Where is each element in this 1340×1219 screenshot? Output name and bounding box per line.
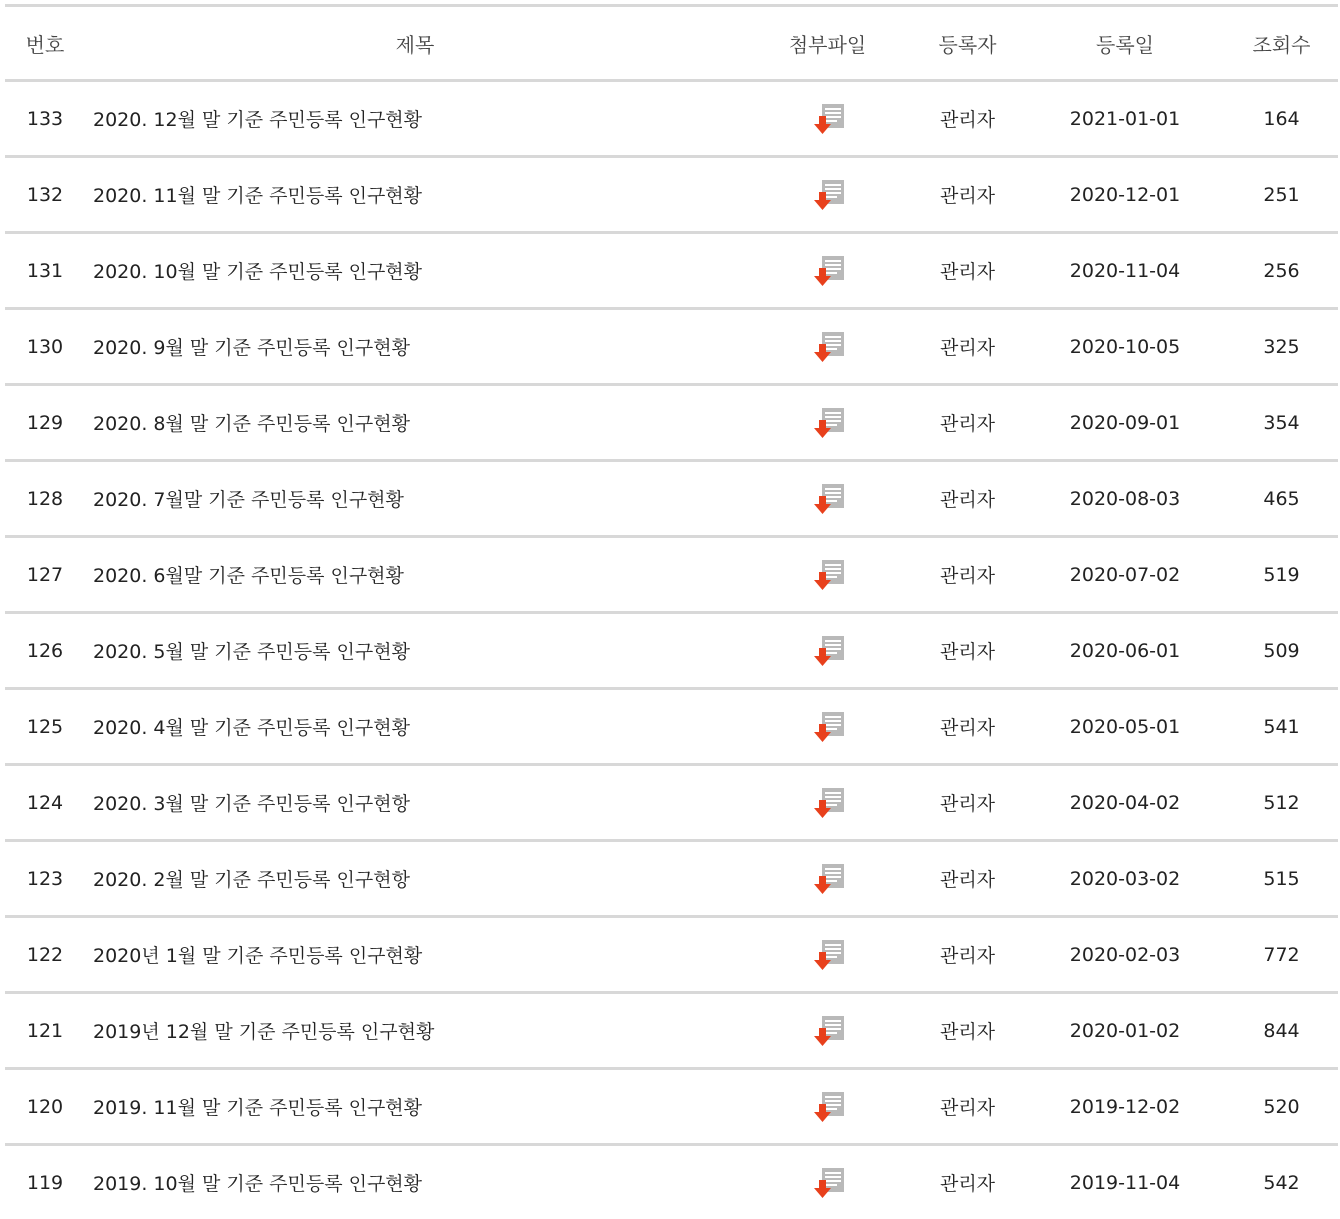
file-download-icon[interactable]: [812, 102, 848, 136]
post-subject-cell: [85, 537, 745, 613]
post-subject-cell: [85, 81, 745, 157]
file-download-icon[interactable]: [812, 406, 848, 440]
post-date: 2020-11-04: [1025, 233, 1225, 309]
post-writer: 관리자: [910, 1069, 1025, 1145]
attachment-cell: [745, 689, 910, 765]
table-row: [5, 309, 1338, 385]
post-date: 2019-12-02: [1025, 1069, 1225, 1145]
file-download-icon[interactable]: [812, 1014, 848, 1048]
file-download-icon[interactable]: [812, 482, 848, 516]
post-number: 126: [5, 613, 85, 689]
attachment-cell: [745, 81, 910, 157]
table-row: [5, 537, 1338, 613]
table-row: [5, 841, 1338, 917]
post-hits: 520: [1225, 1069, 1338, 1145]
post-hits: 519: [1225, 537, 1338, 613]
table-row: [5, 1069, 1338, 1145]
post-hits: 354: [1225, 385, 1338, 461]
post-hits: 844: [1225, 993, 1338, 1069]
post-writer: 관리자: [910, 689, 1025, 765]
post-number: 133: [5, 81, 85, 157]
post-subject-cell: [85, 461, 745, 537]
header-no: 번호: [5, 7, 85, 81]
post-hits: 542: [1225, 1145, 1338, 1219]
post-number: 132: [5, 157, 85, 233]
post-number: 127: [5, 537, 85, 613]
post-writer: 관리자: [910, 613, 1025, 689]
header-hits: 조회수: [1225, 7, 1338, 81]
post-hits: 509: [1225, 613, 1338, 689]
post-writer: 관리자: [910, 765, 1025, 841]
post-writer: 관리자: [910, 1145, 1025, 1219]
table-row: [5, 917, 1338, 993]
post-hits: 772: [1225, 917, 1338, 993]
post-hits: 465: [1225, 461, 1338, 537]
header-subject: 제목: [85, 7, 745, 81]
post-number: 120: [5, 1069, 85, 1145]
post-writer: 관리자: [910, 309, 1025, 385]
post-date: 2020-07-02: [1025, 537, 1225, 613]
post-date: 2020-08-03: [1025, 461, 1225, 537]
post-date: 2019-11-04: [1025, 1145, 1225, 1219]
post-title-link[interactable]: 2020. 11월 말 기준 주민등록 인구현황: [93, 185, 422, 207]
header-attachment: 첨부파일: [745, 7, 910, 81]
post-subject-cell: [85, 841, 745, 917]
attachment-cell: [745, 157, 910, 233]
attachment-cell: [745, 765, 910, 841]
file-download-icon[interactable]: [812, 938, 848, 972]
post-hits: 256: [1225, 233, 1338, 309]
file-download-icon[interactable]: [812, 1090, 848, 1124]
file-download-icon[interactable]: [812, 330, 848, 364]
file-download-icon[interactable]: [812, 1166, 848, 1200]
table-row: [5, 1145, 1338, 1219]
post-title-link[interactable]: 2020. 6월말 기준 주민등록 인구현황: [93, 565, 404, 587]
attachment-cell: [745, 1145, 910, 1219]
post-date: 2020-12-01: [1025, 157, 1225, 233]
table-row: [5, 613, 1338, 689]
post-title-link[interactable]: 2020. 2월 말 기준 주민등록 인구현항: [93, 869, 410, 891]
post-subject-cell: [85, 993, 745, 1069]
post-subject-cell: [85, 1145, 745, 1219]
file-download-icon[interactable]: [812, 710, 848, 744]
attachment-cell: [745, 537, 910, 613]
post-title-link[interactable]: 2020. 12월 말 기준 주민등록 인구현황: [93, 109, 422, 131]
post-number: 129: [5, 385, 85, 461]
post-title-link[interactable]: 2019년 12월 말 기준 주민등록 인구현황: [93, 1021, 434, 1043]
post-subject-cell: [85, 765, 745, 841]
file-download-icon[interactable]: [812, 862, 848, 896]
post-title-link[interactable]: 2020. 8월 말 기준 주민등록 인구현황: [93, 413, 410, 435]
table-row: [5, 81, 1338, 157]
attachment-cell: [745, 993, 910, 1069]
post-subject-cell: [85, 613, 745, 689]
post-number: 121: [5, 993, 85, 1069]
post-number: 119: [5, 1145, 85, 1219]
table-header: [5, 7, 1338, 81]
post-number: 122: [5, 917, 85, 993]
post-subject-cell: [85, 917, 745, 993]
post-title-link[interactable]: 2020. 4월 말 기준 주민등록 인구현황: [93, 717, 410, 739]
post-list-board: [5, 4, 1338, 1219]
post-date: 2020-09-01: [1025, 385, 1225, 461]
post-date: 2020-01-02: [1025, 993, 1225, 1069]
post-date: 2020-05-01: [1025, 689, 1225, 765]
post-writer: 관리자: [910, 461, 1025, 537]
post-number: 128: [5, 461, 85, 537]
file-download-icon[interactable]: [812, 558, 848, 592]
table-row: [5, 689, 1338, 765]
post-writer: 관리자: [910, 81, 1025, 157]
post-number: 123: [5, 841, 85, 917]
table-body: [5, 81, 1338, 1219]
post-subject-cell: [85, 689, 745, 765]
header-writer: 등록자: [910, 7, 1025, 81]
attachment-cell: [745, 613, 910, 689]
file-download-icon[interactable]: [812, 786, 848, 820]
post-hits: 325: [1225, 309, 1338, 385]
post-writer: 관리자: [910, 233, 1025, 309]
post-number: 130: [5, 309, 85, 385]
post-hits: 515: [1225, 841, 1338, 917]
table-row: [5, 157, 1338, 233]
post-title-link[interactable]: 2020. 10월 말 기준 주민등록 인구현황: [93, 261, 422, 283]
post-title-link[interactable]: 2020년 1월 말 기준 주민등록 인구현황: [93, 945, 422, 967]
table-row: [5, 385, 1338, 461]
post-date: 2021-01-01: [1025, 81, 1225, 157]
post-date: 2020-06-01: [1025, 613, 1225, 689]
post-title-link[interactable]: 2020. 9월 말 기준 주민등록 인구현황: [93, 337, 410, 359]
post-subject-cell: [85, 1069, 745, 1145]
header-date: 등록일: [1025, 7, 1225, 81]
file-download-icon[interactable]: [812, 178, 848, 212]
attachment-cell: [745, 1069, 910, 1145]
file-download-icon[interactable]: [812, 634, 848, 668]
post-date: 2020-02-03: [1025, 917, 1225, 993]
post-subject-cell: [85, 309, 745, 385]
table-row: [5, 461, 1338, 537]
attachment-cell: [745, 841, 910, 917]
post-writer: 관리자: [910, 841, 1025, 917]
post-table: [5, 7, 1338, 1219]
post-number: 125: [5, 689, 85, 765]
post-number: 131: [5, 233, 85, 309]
post-hits: 251: [1225, 157, 1338, 233]
table-row: [5, 765, 1338, 841]
post-hits: 164: [1225, 81, 1338, 157]
attachment-cell: [745, 917, 910, 993]
file-download-icon[interactable]: [812, 254, 848, 288]
post-date: 2020-04-02: [1025, 765, 1225, 841]
post-writer: 관리자: [910, 537, 1025, 613]
post-date: 2020-10-05: [1025, 309, 1225, 385]
table-row: [5, 233, 1338, 309]
post-subject-cell: [85, 233, 745, 309]
post-hits: 541: [1225, 689, 1338, 765]
post-subject-cell: [85, 385, 745, 461]
post-title-link[interactable]: 2019. 10월 말 기준 주민등록 인구현황: [93, 1173, 422, 1195]
post-number: 124: [5, 765, 85, 841]
post-title-link[interactable]: 2020. 5월 말 기준 주민등록 인구현황: [93, 641, 410, 663]
post-writer: 관리자: [910, 917, 1025, 993]
post-writer: 관리자: [910, 385, 1025, 461]
post-title-link[interactable]: 2019. 11월 말 기준 주민등록 인구현황: [93, 1097, 422, 1119]
post-subject-cell: [85, 157, 745, 233]
post-writer: 관리자: [910, 993, 1025, 1069]
post-hits: 512: [1225, 765, 1338, 841]
attachment-cell: [745, 461, 910, 537]
post-writer: 관리자: [910, 157, 1025, 233]
table-row: [5, 993, 1338, 1069]
post-title-link[interactable]: 2020. 3월 말 기준 주민등록 인구현항: [93, 793, 410, 815]
attachment-cell: [745, 233, 910, 309]
post-title-link[interactable]: 2020. 7월말 기준 주민등록 인구현황: [93, 489, 404, 511]
attachment-cell: [745, 309, 910, 385]
attachment-cell: [745, 385, 910, 461]
post-date: 2020-03-02: [1025, 841, 1225, 917]
